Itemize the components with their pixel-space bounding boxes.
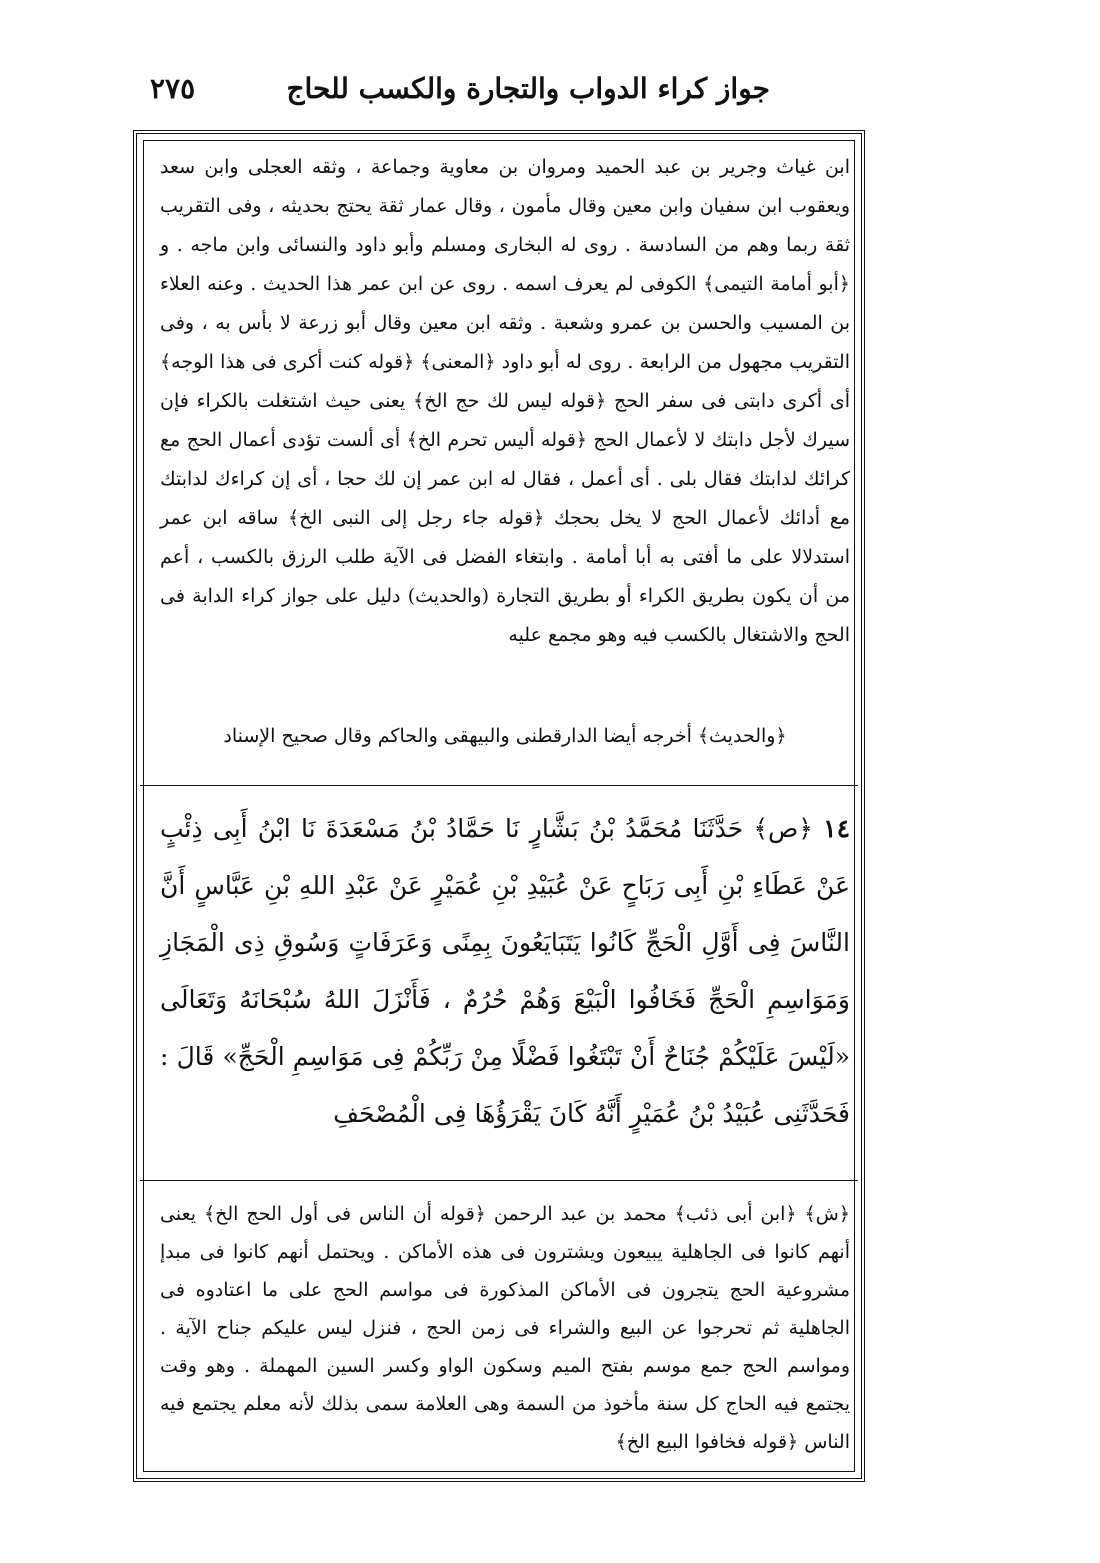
running-title: جواز كراء الدواب والتجارة والكسب للحاج (286, 72, 770, 105)
hadith-number: ١٤ (823, 814, 850, 843)
section-divider-bottom (140, 1180, 858, 1181)
page-number: ٢٧٥ (150, 72, 196, 105)
page-header (150, 72, 770, 122)
hadith-text: ﴿ص﴾ حَدَّثَنَا مُحَمَّدُ بْنُ بَشَّارٍ نَا حَمَّادُ بْنُ مَسْعَدَةَ نَا ابْنُ أَبِى ذِئْبٍ عَنْ عَطَاءِ بْنِ أَبِى رَبَاحٍ عَنْ عُبَيْدِ بْنِ عُمَيْرٍ عَنْ عَبْدِ اللهِ بْنِ عَبَّاسٍ أَنَّ النَّاسَ فِى أَوَّلِ الْحَجِّ كَانُوا يَتَبَايَعُونَ بِمِنًى وَعَرَفَاتٍ وَسُوقِ ذِى الْمَجَازِ وَمَوَاسِمِ الْحَجِّ فَخَافُوا الْبَيْعَ وَهُمْ حُرُمٌ ، فَأَنْزَلَ اللهُ سُبْحَانَهُ وَتَعَالَى «لَيْسَ عَلَيْكُمْ جُنَاحٌ أَنْ تَبْتَغُوا فَضْلًا مِنْ رَبِّكُمْ فِى مَوَاسِمِ الْحَجِّ» قَالَ : فَحَدَّثَنِى عُبَيْدُ بْنُ عُمَيْرٍ أَنَّهُ كَانَ يَقْرَؤُهَا فِى الْمُصْحَفِ (160, 814, 850, 1128)
section-divider-top (140, 785, 858, 786)
commentary-block-2: ﴿ش﴾ ﴿ابن أبى ذئب﴾ محمد بن عبد الرحمن ﴿قوله أن الناس فى أول الحج الخ﴾ يعنى أنهم كانوا فى الجاهلية يبيعون ويشترون فى هذه الأماكن . ويحتمل أنهم كانوا فى مبدإ مشروعية الحج يتجرون فى الأماكن المذكورة فى مواسم الحج على ما اعتادوه فى الجاهلية ثم تحرجوا عن البيع والشراء فى زمن الحج ، فنزل ليس عليكم جناح الآية . ومواسم الحج جمع موسم بفتح الميم وسكون الواو وكسر السين المهملة . وهو وقت يجتمع فيه الحاج كل سنة مأخوذ من السمة وهى العلامة سمى بذلك لأنه معلم يجتمع فيه الناس ﴿قوله فخافوا البيع الخ﴾ (160, 1203, 850, 1453)
commentary-block-1: ابن غياث وجرير بن عبد الحميد ومروان بن معاوية وجماعة ، وثقه العجلى وابن سعد ويعقوب ابن سفيان وابن معين وقال مأمون ، وقال عمار ثقة يحتج بحديثه ، وفى التقريب ثقة ربما وهم من السادسة . روى له البخارى ومسلم وأبو داود والنسائى وابن ماجه . و ﴿أبو أمامة التيمى﴾ الكوفى لم يعرف اسمه . روى عن ابن عمر هذا الحديث . وعنه العلاء بن المسيب والحسن بن عمرو وشعبة . وثقه ابن معين وقال أبو زرعة لا بأس به ، وفى التقريب مجهول من الرابعة . روى له أبو داود ﴿المعنى﴾ ﴿قوله كنت أكرى فى هذا الوجه﴾ أى أكرى دابتى فى سفر الحج ﴿قوله ليس لك حج الخ﴾ يعنى حيث اشتغلت بالكراء فإن سيرك لأجل دابتك لا لأعمال الحج ﴿قوله أليس تحرم الخ﴾ أى ألست تؤدى أعمال الحج مع كرائك لدابتك فقال بلى . أى أعمل ، فقال له ابن عمر إن لك حجا ، أى إن كراءك لدابتك مع أدائك لأعمال الحج لا يخل بحجك ﴿قوله جاء رجل إلى النبى الخ﴾ ساقه ابن عمر استدلالا على ما أفتى به أبا أمامة . وابتغاء الفضل فى الآية طلب الرزق بالكسب ، أعم من أن يكون بطريق الكراء أو بطريق التجارة (والحديث) دليل على جواز كراء الدابة فى الحج والاشتغال بالكسب فيه وهو مجمع عليه (160, 156, 850, 646)
hadith-source-note: ﴿والحديث﴾ أخرجه أيضا الدارقطنى والبيهقى والحاكم وقال صحيح الإسناد (223, 725, 787, 747)
hadith-text-block (160, 800, 850, 1142)
